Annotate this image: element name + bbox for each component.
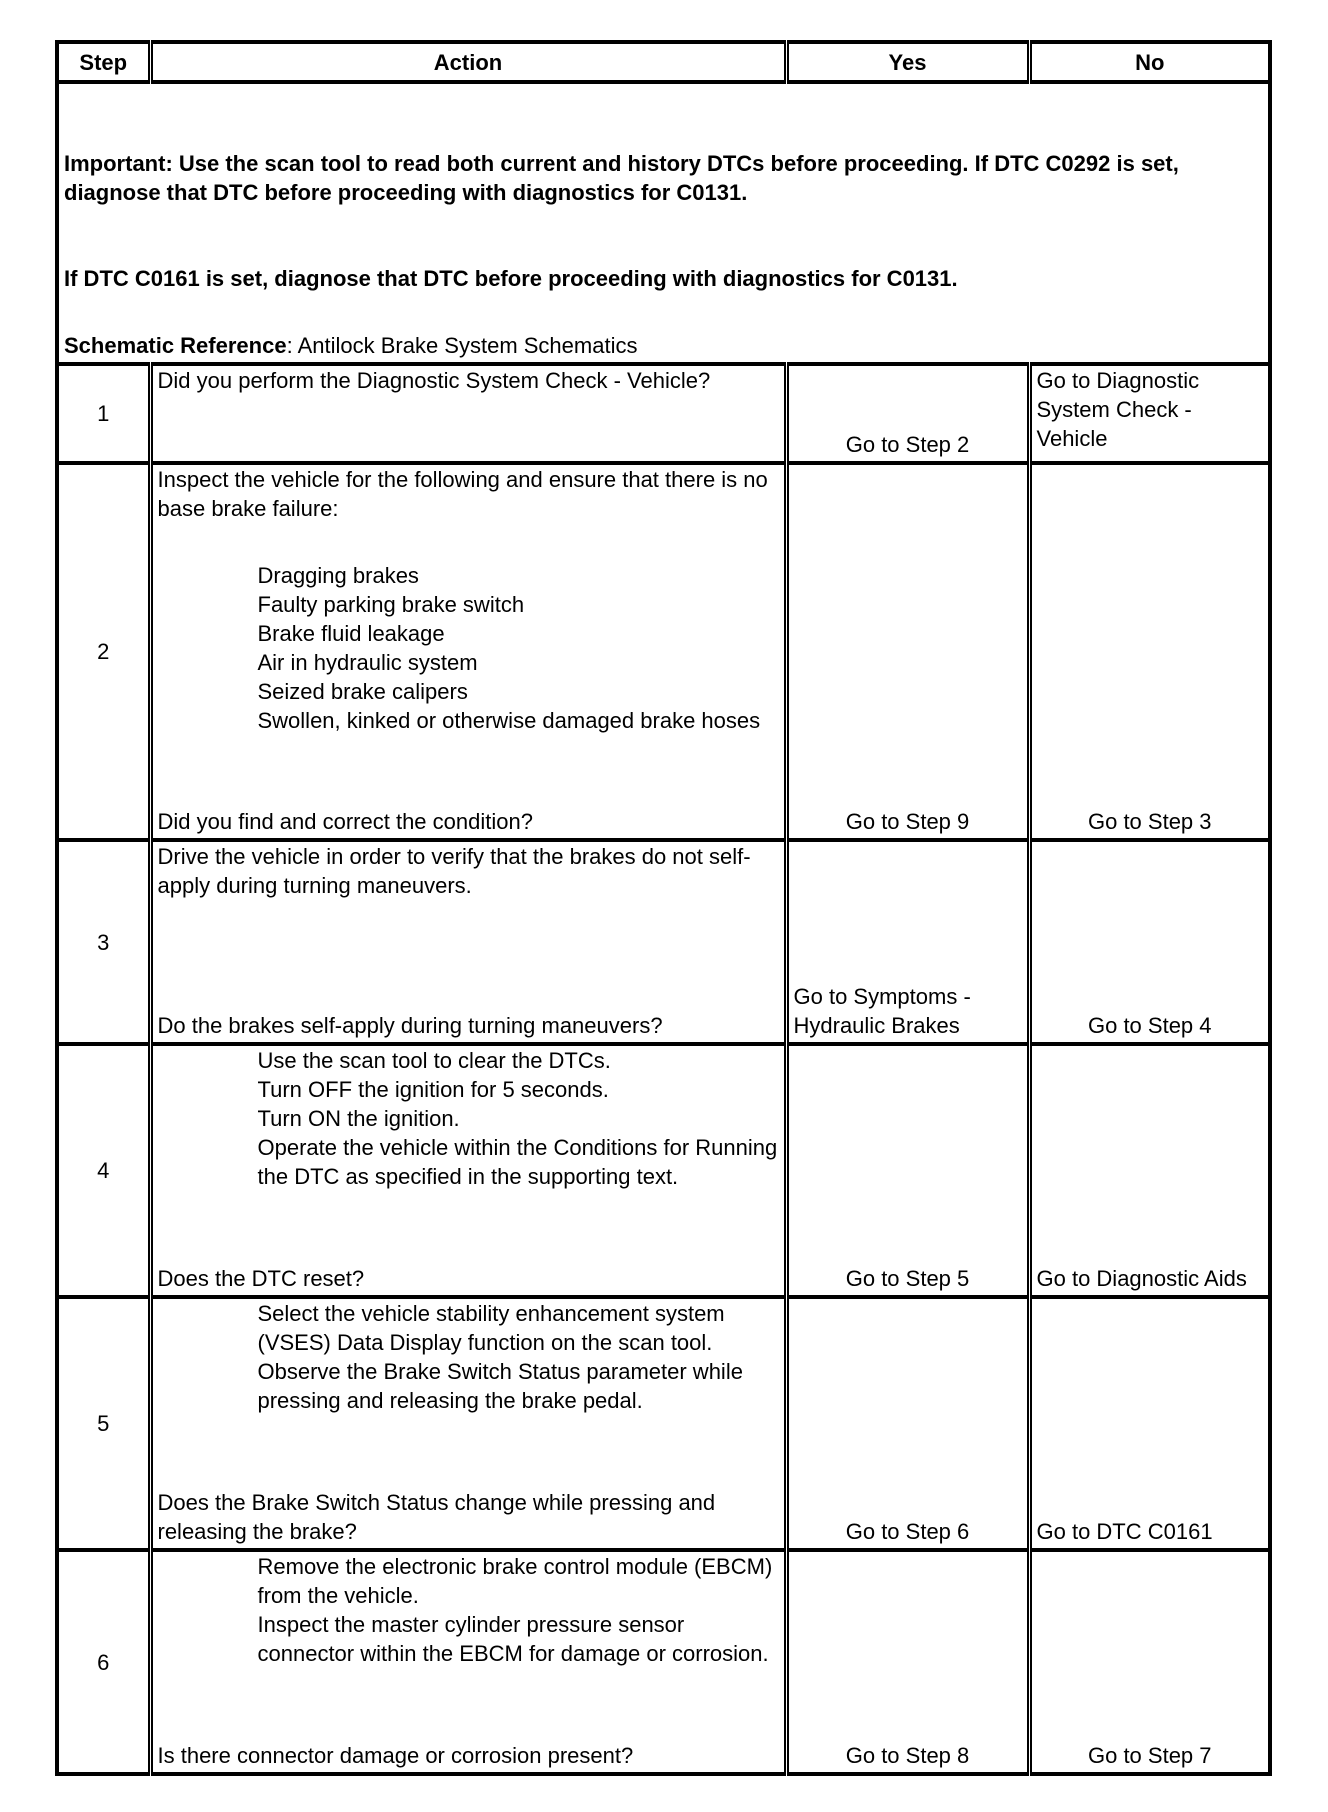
list-item: Faulty parking brake switch: [257, 592, 525, 617]
step-number: 6: [57, 1550, 150, 1774]
step-number: 4: [57, 1044, 150, 1297]
action-cell: [150, 463, 786, 840]
table-row: [57, 1297, 1270, 1550]
list-item: Inspect the master cylinder pressure sensor connector within the EBCM for damage or corrosion.: [257, 1612, 769, 1666]
list-item: Air in hydraulic system: [257, 650, 478, 675]
action-question: Do the brakes self-apply during turning maneuvers?: [157, 1013, 663, 1038]
important-note: [64, 149, 1263, 207]
list-item: Brake fluid leakage: [257, 621, 445, 646]
header-row: [57, 42, 1270, 82]
action-text: Did you perform the Diagnostic System Check - Vehicle?: [150, 364, 786, 463]
schematic-text: : Antilock Brake System Schematics: [286, 333, 638, 358]
action-cell: [150, 1297, 786, 1550]
header-action: Action: [150, 42, 786, 82]
header-yes: Yes: [786, 42, 1029, 82]
list-item: Observe the Brake Switch Status parameter while pressing and releasing the brake pedal.: [257, 1359, 743, 1413]
intro-cell: [57, 82, 1270, 364]
yes-link[interactable]: Go to Step 9: [786, 463, 1029, 840]
schematic-reference: [64, 331, 1263, 360]
yes-link[interactable]: Go to Step 8: [786, 1550, 1029, 1774]
header-step: Step: [57, 42, 150, 82]
important-text: Use the scan tool to read both current and history DTCs before proceeding. If DTC C0292 is set, diagnose that DTC before proceeding with diagnostics for C0131.: [64, 151, 1179, 205]
action-question: Is there connector damage or corrosion present?: [157, 1743, 634, 1768]
no-link[interactable]: Go to Step 7: [1029, 1550, 1270, 1774]
table-row: [57, 1044, 1270, 1297]
no-link[interactable]: Go to Diagnostic Aids: [1029, 1044, 1270, 1297]
table-row: [57, 840, 1270, 1044]
step-number: 1: [57, 364, 150, 463]
list-item: Select the vehicle stability enhancement system (VSES) Data Display function on the scan tool.: [257, 1301, 725, 1355]
table-row: [57, 1550, 1270, 1774]
intro-row: [57, 82, 1270, 364]
yes-link[interactable]: Go to Symptoms - Hydraulic Brakes: [786, 840, 1029, 1044]
step-number: 2: [57, 463, 150, 840]
list-item: Turn ON the ignition.: [257, 1106, 460, 1131]
important-label: Important:: [64, 151, 173, 176]
list-item: Remove the electronic brake control module (EBCM) from the vehicle.: [257, 1554, 773, 1608]
header-no: No: [1029, 42, 1270, 82]
diagnostic-table: [55, 40, 1272, 1776]
list-item: Swollen, kinked or otherwise damaged brake hoses: [257, 708, 761, 733]
action-question: Does the Brake Switch Status change while pressing and releasing the brake?: [157, 1490, 716, 1544]
list-item: Seized brake calipers: [257, 679, 468, 704]
list-item: Operate the vehicle within the Conditions for Running the DTC as specified in the supporting text.: [257, 1135, 778, 1189]
action-text: Inspect the vehicle for the following and ensure that there is no base brake failure:: [157, 467, 768, 521]
no-link[interactable]: Go to Step 4: [1029, 840, 1270, 1044]
step-number: 3: [57, 840, 150, 1044]
yes-link[interactable]: Go to Step 6: [786, 1297, 1029, 1550]
table-row: [57, 364, 1270, 463]
action-question: Does the DTC reset?: [157, 1266, 365, 1291]
list-item: Turn OFF the ignition for 5 seconds.: [257, 1077, 609, 1102]
action-text: Drive the vehicle in order to verify that the brakes do not self-apply during turning maneuvers.: [157, 844, 751, 898]
step-number: 5: [57, 1297, 150, 1550]
yes-link[interactable]: Go to Step 5: [786, 1044, 1029, 1297]
list-item: Use the scan tool to clear the DTCs.: [257, 1048, 611, 1073]
list-item: Dragging brakes: [257, 563, 419, 588]
schematic-label: Schematic Reference: [64, 333, 287, 358]
no-link[interactable]: Go to Step 3: [1029, 463, 1270, 840]
action-cell: [150, 1550, 786, 1774]
yes-link[interactable]: Go to Step 2: [786, 364, 1029, 463]
action-question: Did you find and correct the condition?: [157, 809, 533, 834]
c0161-note: If DTC C0161 is set, diagnose that DTC before proceeding with diagnostics for C0131.: [64, 266, 958, 291]
action-cell: [150, 1044, 786, 1297]
no-link[interactable]: Go to DTC C0161: [1029, 1297, 1270, 1550]
no-link[interactable]: Go to Diagnostic System Check - Vehicle: [1029, 364, 1270, 463]
table-row: [57, 463, 1270, 840]
action-cell: [150, 840, 786, 1044]
